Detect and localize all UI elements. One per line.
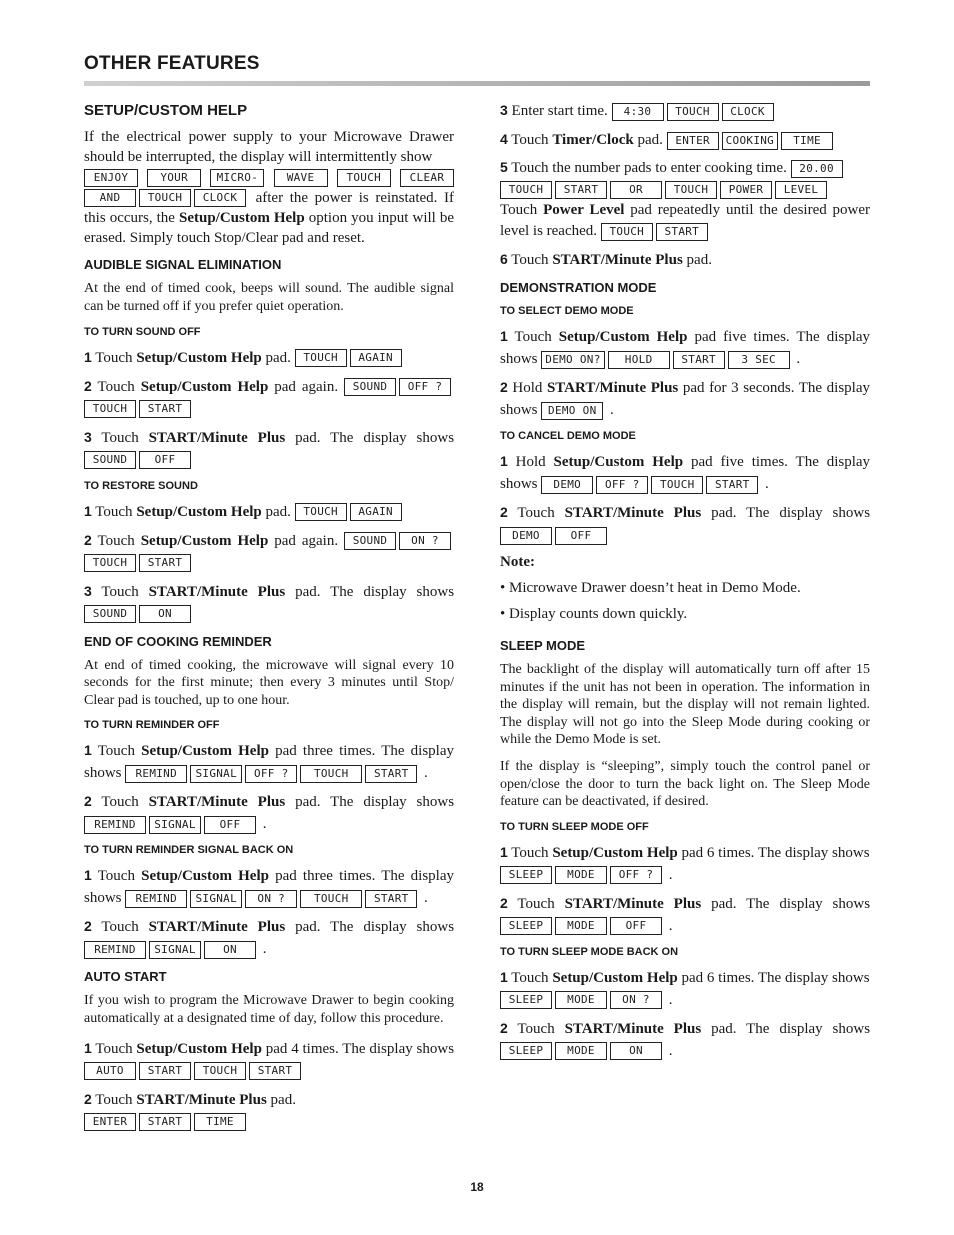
auto-start-step-1: 1 Touch Setup/Custom Help pad 4 times. The display shows AUTO START TOUCH START [84,1037,454,1082]
sleep-on-step-2: 2 Touch START/Minute Plus pad. The display shows SLEEP MODE ON . [500,1019,871,1059]
sleep-heading: SLEEP MODE [500,638,586,653]
cancel-demo-heading: TO CANCEL DEMO MODE [500,430,636,442]
lcd-display: AGAIN [350,349,402,367]
auto-start-step-2: 2 Touch START/Minute Plus pad. ENTER START TIME [84,1088,454,1133]
lcd-display: 3 SEC [728,351,790,369]
lcd-display: CLEAR [400,169,454,187]
lcd-display: START [673,351,725,369]
lcd-display: OFF [555,527,607,545]
sleep-on-step-1: 1 Touch Setup/Custom Help pad 6 times. The display shows SLEEP MODE ON ? . [500,968,870,1008]
lcd-display: TOUCH [300,765,362,783]
setup-text-3: option you input will be erased. Simply touch Stop/Clear pad and reset. [84,209,455,247]
lcd-display: START [139,400,191,418]
lcd-display: DEMO ON? [541,351,604,369]
lcd-display: ON ? [610,991,662,1009]
lcd-display: START [365,890,417,908]
lcd-display: DEMO ON [541,402,603,420]
note-item: • Display counts down quickly. [500,606,688,622]
lcd-display: MODE [555,1042,607,1060]
page-number: 18 [470,1180,484,1194]
lcd-display: START [139,1062,191,1080]
lcd-display: OFF ? [596,476,648,494]
lcd-display: LEVEL [775,181,827,199]
auto-start-paragraph: If you wish to program the Microwave Drawer to begin cooking automatically at a designated time of day, follow this procedure. [84,993,454,1027]
lcd-display: TOUCH [337,169,391,187]
sleep-off-step-2: 2 Touch START/Minute Plus pad. The display shows SLEEP MODE OFF . [500,894,871,934]
lcd-display: REMIND [84,941,146,959]
restore-step-3: 3 Touch START/Minute Plus pad. The display shows SOUND ON [84,580,454,625]
sound-off-heading: TO TURN SOUND OFF [84,325,201,338]
lcd-display: TOUCH [295,349,347,367]
sleep-paragraph-1: The backlight of the display will automatically turn off after 15 minutes if the unit has not been in operation. The information in the display will remain, but the display will not remain lighted. The display will not go into the Sleep Mode during cooking or while the Demo Mode is set. [500,662,870,748]
lcd-display: MICRO- [210,169,264,187]
reminder-off-heading: TO TURN REMINDER OFF [84,719,220,732]
setup-paragraph [84,127,454,248]
lcd-display: TOUCH [194,1062,246,1080]
select-demo-heading: TO SELECT DEMO MODE [500,305,634,317]
lcd-display: ON [204,941,256,959]
lcd-display: SIGNAL [190,765,242,783]
lcd-display: SOUND [344,532,396,550]
lcd-display: START [656,223,708,241]
note-label: Note: [500,554,535,570]
lcd-display: REMIND [125,765,187,783]
sleep-off-heading: TO TURN SLEEP MODE OFF [500,820,649,833]
lcd-display: MODE [555,917,607,935]
lcd-display: COOKING [722,132,778,150]
restore-step-2: 2 Touch Setup/Custom Help pad again. SOUND ON ? TOUCH START [84,529,454,574]
lcd-display: ENTER [84,1113,136,1131]
reminder-on-step-2: 2 Touch START/Minute Plus pad. The display shows REMIND SIGNAL ON . [84,918,455,958]
page-title: OTHER FEATURES [84,53,260,74]
cancel-demo-step-1: 1 Hold Setup/Custom Help pad five times. The display shows DEMO OFF ? TOUCH START . [500,453,871,492]
auto-start-step-5: 5 Touch the number pads to enter cooking time. 20.00 TOUCH START OR TOUCH POWER LEVEL Touch Power Level pad repeatedly until the desired power level is reached. TOUCH START [500,159,871,239]
lcd-display: POWER [720,181,772,199]
lcd-display: CLOCK [722,103,774,121]
lcd-display: SIGNAL [149,816,201,834]
sleep-on-heading: TO TURN SLEEP MODE BACK ON [500,945,679,958]
demo-heading: DEMONSTRATION MODE [500,280,657,295]
lcd-display: MODE [555,991,607,1009]
audible-paragraph: At the end of timed cook, beeps will sound. The audible signal can be turned off if you prefer quiet operation. [84,281,454,315]
lcd-display: OR [610,181,662,199]
lcd-display: AUTO [84,1062,136,1080]
reminder-on-step-1: 1 Touch Setup/Custom Help pad three times. The display shows REMIND SIGNAL ON ? TOUCH START . [84,867,455,907]
lcd-display: TOUCH [84,400,136,418]
lcd-display: REMIND [125,890,187,908]
lcd-display: DEMO [500,527,552,545]
lcd-display: AND [84,189,136,207]
setup-text-bold: Setup/Custom Help [178,209,305,226]
lcd-display: SIGNAL [190,890,242,908]
lcd-display: TOUCH [601,223,653,241]
sleep-paragraph-2: If the display is “sleeping”, simply touch the control panel or open/close the door to turn the back light on. The Sleep Mode feature can be deactivated, if desired. [500,758,870,810]
reminder-on-heading: TO TURN REMINDER SIGNAL BACK ON [84,844,294,857]
lcd-display: TOUCH [300,890,362,908]
sound-off-step-1: 1 Touch Setup/Custom Help pad. TOUCH AGAIN [84,346,454,369]
lcd-display: TOUCH [667,103,719,121]
lcd-display: START [249,1062,301,1080]
setup-heading: SETUP/CUSTOM HELP [84,102,248,119]
lcd-display: SLEEP [500,917,552,935]
lcd-display: SOUND [84,451,136,469]
lcd-display: TOUCH [139,189,191,207]
lcd-display: OFF [204,816,256,834]
lcd-display: MODE [555,866,607,884]
lcd-display: START [139,1113,191,1131]
restore-sound-heading: TO RESTORE SOUND [84,479,198,492]
lcd-display: OFF ? [399,378,451,396]
end-cooking-heading: END OF COOKING REMINDER [84,633,272,649]
auto-start-heading: AUTO START [84,969,167,985]
lcd-display: START [706,476,758,494]
restore-step-1: 1 Touch Setup/Custom Help pad. TOUCH AGAIN [84,500,454,523]
right-column [500,99,870,1068]
select-demo-step-2: 2 Hold START/Minute Plus pad for 3 seconds. The display shows DEMO ON . [500,379,870,418]
lcd-display: CLOCK [194,189,246,207]
left-column [84,101,454,1139]
lcd-display: OFF ? [245,765,297,783]
sound-off-step-2: 2 Touch Setup/Custom Help pad again. SOUND OFF ? TOUCH START [84,375,454,420]
lcd-display: TOUCH [651,476,703,494]
lcd-display: 4:30 [612,103,664,121]
lcd-display: AGAIN [350,503,402,521]
reminder-off-step-2: 2 Touch START/Minute Plus pad. The display shows REMIND SIGNAL OFF . [84,793,455,833]
lcd-display: SLEEP [500,866,552,884]
lcd-display: TOUCH [84,554,136,572]
lcd-display: SOUND [84,605,136,623]
lcd-display: START [139,554,191,572]
lcd-display: ENJOY [84,169,138,187]
lcd-display: 20.00 [791,160,843,178]
auto-start-step-6: 6 Touch START/Minute Plus pad. [500,251,712,268]
lcd-display: TOUCH [295,503,347,521]
audible-heading: AUDIBLE SIGNAL ELIMINATION [84,257,282,273]
lcd-display: ON ? [245,890,297,908]
lcd-display: DEMO [541,476,593,494]
lcd-display: SOUND [344,378,396,396]
auto-start-step-4: 4 Touch Timer/Clock pad. ENTER COOKING TIME [500,128,870,151]
lcd-display: REMIND [84,816,146,834]
lcd-display: OFF [610,917,662,935]
end-cooking-paragraph: At end of timed cooking, the microwave will signal every 10 seconds for the first minute; then every 3 minutes until Stop/ Clear pad is touched, up to one hour. [84,657,454,708]
lcd-display: OFF ? [610,866,662,884]
lcd-display: START [365,765,417,783]
lcd-display: ON [139,605,191,623]
setup-lcd-row-a [84,169,454,187]
lcd-display: ENTER [667,132,719,150]
title-rule [84,81,870,86]
lcd-display: ON [610,1042,662,1060]
lcd-display: TOUCH [665,181,717,199]
cancel-demo-step-2: 2 Touch START/Minute Plus pad. The display shows DEMO OFF [500,501,870,546]
setup-text-1: If the electrical power supply to your Microwave Drawer should be interrupted, the display will intermittently show [84,129,454,166]
lcd-display: HOLD [608,351,670,369]
setup-text-2: after the power is reinstated. If this occurs, the [84,189,454,226]
lcd-display: START [555,181,607,199]
lcd-display: TOUCH [500,181,552,199]
sound-off-step-3: 3 Touch START/Minute Plus pad. The display shows SOUND OFF [84,426,454,471]
lcd-display: OFF [139,451,191,469]
lcd-display: YOUR [147,169,201,187]
note-item: • Microwave Drawer doesn’t heat in Demo Mode. [500,580,801,596]
auto-start-step-3: 3 Enter start time. 4:30 TOUCH CLOCK [500,99,870,122]
sleep-off-step-1: 1 Touch Setup/Custom Help pad 6 times. The display shows SLEEP MODE OFF ? . [500,843,870,883]
lcd-display: SIGNAL [149,941,201,959]
select-demo-step-1: 1 Touch Setup/Custom Help pad five times. The display shows DEMO ON? HOLD START 3 SEC . [500,328,871,367]
reminder-off-step-1: 1 Touch Setup/Custom Help pad three times. The display shows REMIND SIGNAL OFF ? TOUCH START . [84,742,455,782]
lcd-display: WAVE [274,169,328,187]
lcd-display: SLEEP [500,991,552,1009]
lcd-display: ON ? [399,532,451,550]
lcd-display: TIME [781,132,833,150]
lcd-display: SLEEP [500,1042,552,1060]
lcd-display: TIME [194,1113,246,1131]
